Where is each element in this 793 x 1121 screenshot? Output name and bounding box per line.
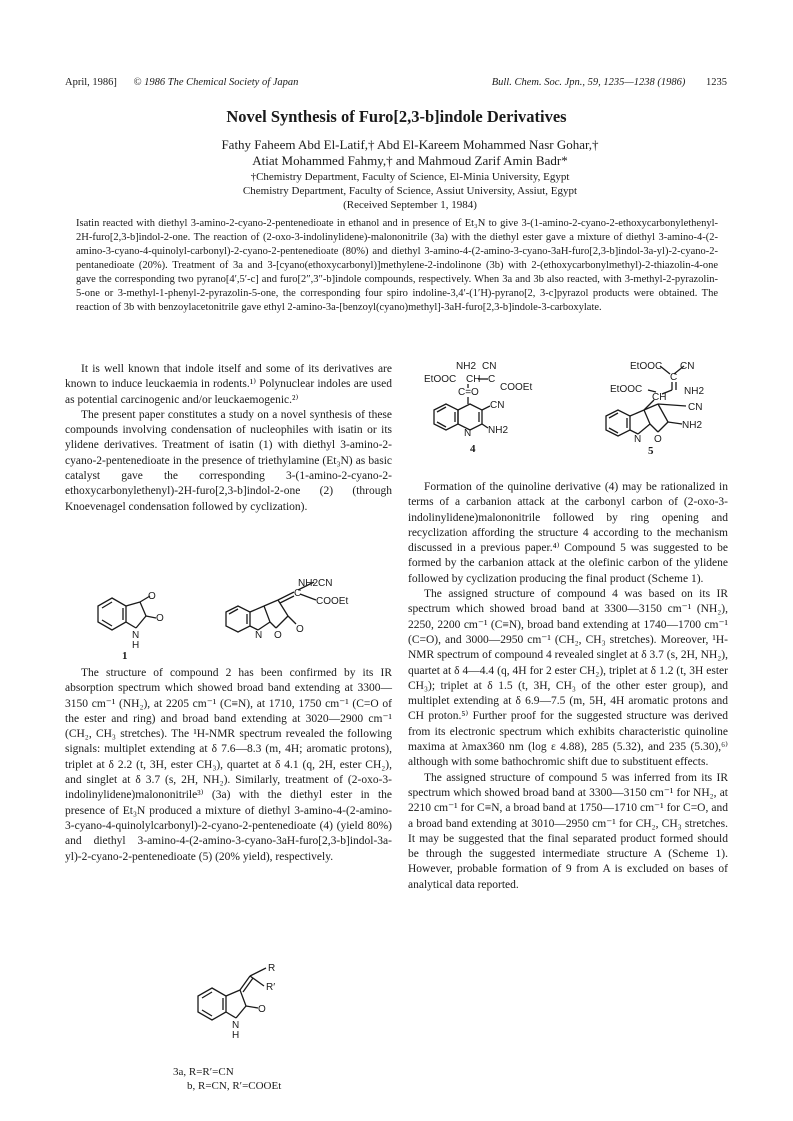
atom-label: R′	[266, 982, 276, 993]
atom-label: H	[132, 640, 140, 651]
paragraph: The structure of compound 2 has been confirmed by its IR absorption spectrum which showed broad band extending at 3300—3150 cm⁻¹ (NH₂), at 2205 cm⁻¹ (C≡N), at 1710, 1750 cm⁻¹ (C=O of the ester and ring) and broad band extending at 3020—2900 cm⁻¹ (CH₂, CH₃ stretches). The ¹H-NMR spectrum revealed the following signals: multiplet extending at δ 7.6—8.3 (m, 4H; aromatic protons), triplet at δ 2.2 (t, 3H, ester CH₃), quartet at δ 4.1 (q, 2H, ester CH₂), and singlet at δ 3.7 (s, 2H, NH₂). Similarly, treatment of (2-oxo-3-indolinylidene)malononitrile³⁾ (3a) with the diethyl ester in the presence of Et₃N produced a mixture of diethyl 3-amino-4-(2-amino-3-cyano-4-quinolylcarbonyl)-2-cyano-2-pentenedioate (4) (yield 80%) and diethyl 3-amino-4-(2-amino-3-cyano-3aH-furo[2,3-b]indol-3a-yl)-2-cyano-2-pentenedioate (5) (20% yield), respectively.	[65, 667, 392, 863]
atom-label: C=O	[458, 387, 479, 398]
atom-label: COOEt	[500, 382, 533, 393]
author-line: Fathy Faheem Abd El-Latif,† Abd El-Kareem Mohammed Nasr Gohar,†	[221, 137, 599, 152]
paragraph: It is well known that indole itself and some of its derivatives are known to induce leuckaemia in rodents.¹⁾ Polynuclear indoles are used as potential carcinogenic and/or leuckaemogenic.²⁾	[65, 363, 392, 406]
atom-label: EtOOC	[630, 361, 663, 372]
right-column-body	[408, 480, 728, 893]
atom-label: O	[296, 624, 304, 635]
structure-3-ylidene	[190, 962, 300, 1054]
atom-label: O	[258, 1004, 266, 1015]
atom-label: O	[148, 591, 156, 602]
running-header-left	[65, 77, 312, 88]
atom-label: C	[294, 588, 302, 599]
running-header-right	[474, 77, 727, 88]
structure-2-furoindolone	[210, 578, 360, 658]
atom-label: CN	[490, 400, 505, 411]
atom-label: CH	[466, 374, 481, 385]
atom-label: EtOOC	[610, 384, 643, 395]
atom-label: NH2	[488, 425, 509, 436]
atom-label: CN	[318, 578, 333, 589]
atom-label: CN	[688, 402, 703, 413]
structure-1-isatin	[90, 590, 170, 660]
atom-label: NH2	[682, 420, 703, 431]
structure-4-quinoline	[420, 360, 570, 465]
atom-label: C	[670, 372, 678, 383]
atom-label: NH2	[684, 386, 705, 397]
atom-label: NH2	[298, 578, 319, 589]
structure-5-furoindole	[590, 360, 730, 465]
received-date: (Received September 1, 1984)	[343, 199, 477, 211]
journal-citation: Bull. Chem. Soc. Jpn., 59, 1235—1238 (1986)	[491, 77, 686, 88]
substituent-line: 3a, R=R′=CN	[173, 1066, 234, 1078]
atom-label: N	[132, 630, 140, 641]
author-list	[120, 137, 700, 169]
affiliation-line: Chemistry Department, Faculty of Science, Assiut University, Assiut, Egypt	[242, 185, 578, 197]
atom-label: N	[255, 630, 263, 641]
atom-label: EtOOC	[424, 374, 457, 385]
affiliation-block	[120, 170, 700, 212]
paragraph: The present paper constitutes a study on a novel synthesis of these compounds involving condensation of nucleophiles with isatin or its ylidene derivatives. Treatment of isatin (1) with diethyl 3-amino-2-cyano-2-pentenedioate in the presence of triethylamine (Et₃N) as basic catalyst gave the corresponding 3-(1-amino-2-cyano-2-ethoxycarbonylethenyl)-2H-furo[2,3-b]indol-2-one (2) (through Knoevenagel condensation followed by cyclization).	[65, 408, 392, 513]
atom-label: N	[464, 428, 472, 439]
abstract: Isatin reacted with diethyl 3-amino-2-cyano-2-pentenedioate in ethanol and in presence of Et₃N to give 3-(1-amino-2-cyano-2-ethoxycarbonylethenyl-2H-furo[2,3-b]indol-2-one. The reaction of (2-oxo-3-indolinylidene)-malononitrile (3a) with the diethyl ester gave a mixture of diethyl 3-amino-4-(2-amino-3-cyano-4-quinolyl-carbonyl)-2-cyano-2-pentenedioate (80%) and diethyl 3-amino-4-(2-amino-3-cyano-3aH-furo[2,3-b]indol-3a-yl)-2-cyano-2-pentanedioate (20%). Treatment of 3a and 3-[cyano(ethoxycarbonyl)]methylene-2-indolinone (3b) with 2-(ethoxycarbonylmethyl)-2-thiazolin-4-one gave the corresponding two pyrano[4′,5′-c] and furo[2″,3″-b]indole compounds, respectively. When 3a and 3b also reacted, with 3-methyl-2-pyrazolin-5-one or 3-methyl-1-phenyl-2-pyrazolin-5-one, the corresponding four spiro indoline-3,4′-(1′H)-pyrano[2, 3-c]pyrazol products were obtained. The reaction of 3b with benzoylacetonitrile gave ethyl 2-amino-3a-[benzoyl(cyano)methyl]-3aH-furo[2,3-b]indole-3-carboxylate.	[76, 218, 718, 313]
paragraph: Formation of the quinoline derivative (4) may be rationalized in terms of a carbanion attack at the carbonyl carbon of (2-oxo-3-indolinylidene)malononitrile followed by ring opening and recyclization affording the structure 4 according to the mechanism discussed in a previous paper.⁴⁾ Compound 5 was suggested to be formed by the carbanion attack at the olefinic carbon of the ylidene followed by cyclization producing the final product (Scheme 1).	[408, 481, 728, 585]
compound-label: 4	[470, 443, 476, 455]
compound-label: 1	[122, 650, 128, 660]
atom-label: N	[232, 1020, 240, 1031]
left-column-intro	[65, 362, 392, 515]
atom-label: O	[274, 630, 282, 641]
atom-label: H	[232, 1030, 240, 1041]
affiliation-line: †Chemistry Department, Faculty of Science, El-Minia University, Egypt	[250, 171, 570, 183]
atom-label: CN	[482, 361, 497, 372]
atom-label: R	[268, 963, 276, 974]
atom-label: C	[488, 374, 496, 385]
atom-label: NH2	[456, 361, 477, 372]
atom-label: COOEt	[316, 596, 349, 607]
atom-label: CH	[652, 392, 667, 403]
paragraph: The assigned structure of compound 5 was inferred from its IR spectrum which showed broad band at 3300—3150 cm⁻¹ for NH₂, at 2210 cm⁻¹ for C≡N, a broad band at 1750—1710 cm⁻¹ for C=O, and a broad band extending at 3010—2950 cm⁻¹ for CH₂, CH₃ stretches. It may be suggested that the final separated product formed should be through the suggested intermediate structure A (Scheme 1). However, probable formation of 9 from A is excluded on bases of analytical data reported.	[408, 771, 728, 891]
paragraph: The assigned structure of compound 4 was based on its IR spectrum which showed broad band at 3300—3150 cm⁻¹ (NH₂), 2250, 2200 cm⁻¹ (C≡N), broad band extending at 1740—1700 cm⁻¹ (C=O), and 3000—2950 cm⁻¹ (CH₂, CH₃ stretches). Moreover, ¹H-NMR spectrum of compound 4 revealed singlet at δ 3.7 (s, 2H, NH₂), quartet at δ 4—4.4 (q, 4H for 2 ester CH₂), triplet at δ 1.2 (t, 3H ester CH₃); triplet at δ 1.5 (t, 3H, CH₃ of the other ester group), and multiplet extending at δ 6.9—7.5 (m, 5H, 4H aromatic protons and CH proton.⁵⁾ Further proof for the suggested structure was derived from its electronic spectrum which exhibits characteristic quinoline maxima at λmax360 nm (log ε 4.88), 285 (5.32), and 235 (5.30),⁶⁾ although with some bathochromic shift due to substituent effects.	[408, 588, 728, 769]
atom-label: CN	[680, 361, 695, 372]
atom-label: O	[156, 613, 164, 624]
substituent-line: b, R=CN, R′=COOEt	[187, 1080, 282, 1092]
compound-label: 5	[648, 445, 654, 457]
copyright-notice: © 1986 The Chemical Society of Japan	[133, 77, 299, 88]
substituent-legend	[173, 1065, 281, 1093]
left-column-body	[65, 666, 392, 865]
author-line: Atiat Mohammed Fahmy,† and Mahmoud Zarif Amin Badr*	[252, 153, 568, 168]
issue-date: April, 1986]	[65, 77, 117, 88]
paper-title: Novel Synthesis of Furo[2,3-b]indole Derivatives	[226, 107, 567, 126]
atom-label: N	[634, 434, 642, 445]
page-number: 1235	[706, 77, 727, 88]
atom-label: O	[654, 434, 662, 445]
